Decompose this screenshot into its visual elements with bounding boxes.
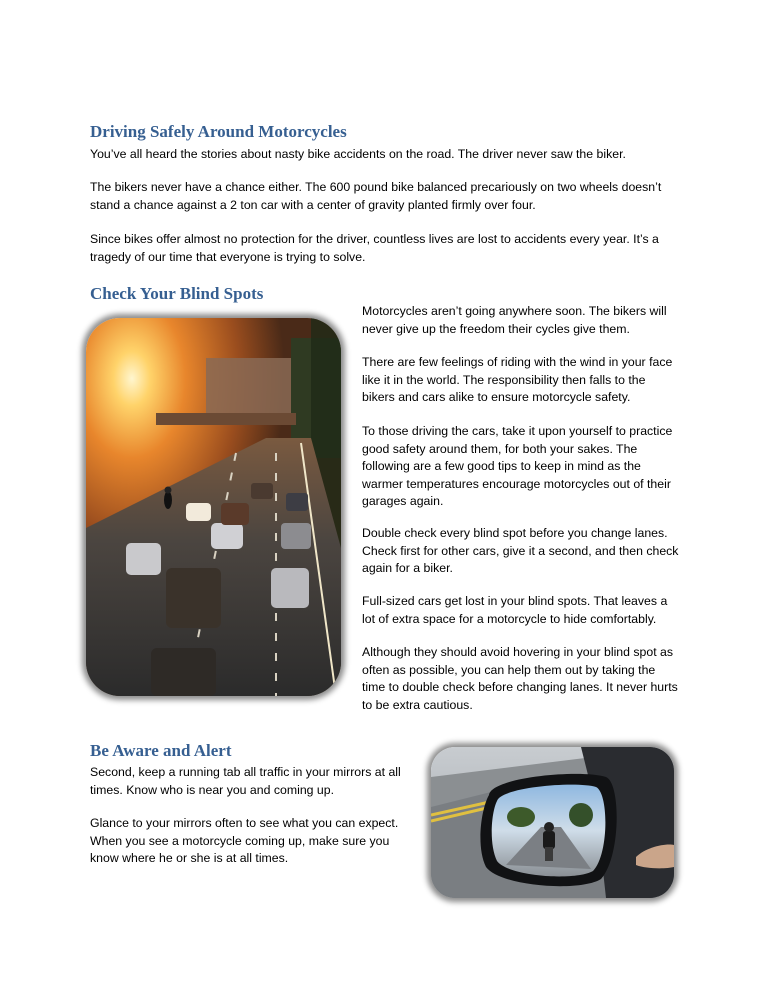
section-title-driving-safely: Driving Safely Around Motorcycles [90,122,347,141]
intro-paragraph-2: The bikers never have a chance either. The 600 pound bike balanced precariously on two wheels doesn’t stand a chance against a 2 ton car with a center of gravity planted firmly over four. [90,180,662,212]
blind-spots-paragraph-6: Although they should avoid hovering in your blind spot as often as possible, you can help them out by taking the time to double check before changing lanes. It never hurts to be extra cautious. [362,645,678,712]
blind-spots-paragraph-5: Full-sized cars get lost in your blind spots. That leaves a lot of extra space for a motorcycle to hide comfortably. [362,594,668,626]
aware-paragraph-2: Glance to your mirrors often to see what you can expect. When you see a motorcycle coming up, make sure you know where he or she is at all times. [90,816,399,865]
intro-paragraph-3: Since bikes offer almost no protection for the driver, countless lives are lost to accidents every year. It’s a tragedy of our time that everyone is trying to solve. [90,232,659,264]
section-title-check-blind-spots: Check Your Blind Spots [90,284,264,303]
aware-paragraph-1: Second, keep a running tab all traffic in your mirrors at all times. Know who is near you and coming up. [90,765,401,797]
side-mirror-photo [431,747,674,898]
section-title-be-aware: Be Aware and Alert [90,741,232,760]
blind-spots-paragraph-2: There are few feelings of riding with the wind in your face like it in the world. The responsibility then falls to the bikers and cars alike to ensure motorcycle safety. [362,355,673,404]
blind-spots-paragraph-4: Double check every blind spot before you change lanes. Check first for other cars, give it a second, and then check again for a biker. [362,526,679,575]
blind-spots-paragraph-1: Motorcycles aren’t going anywhere soon. The bikers will never give up the freedom their cycles give them. [362,304,667,336]
highway-sunset-photo [86,318,341,696]
blind-spots-paragraph-3: To those driving the cars, take it upon yourself to practice good safety around them, for both your sakes. The following are a few good tips to keep in mind as the warmer temperatures encourage motorcycles out of their garages again. [362,424,673,508]
intro-paragraph-1: You’ve all heard the stories about nasty bike accidents on the road. The driver never saw the biker. [90,147,626,161]
